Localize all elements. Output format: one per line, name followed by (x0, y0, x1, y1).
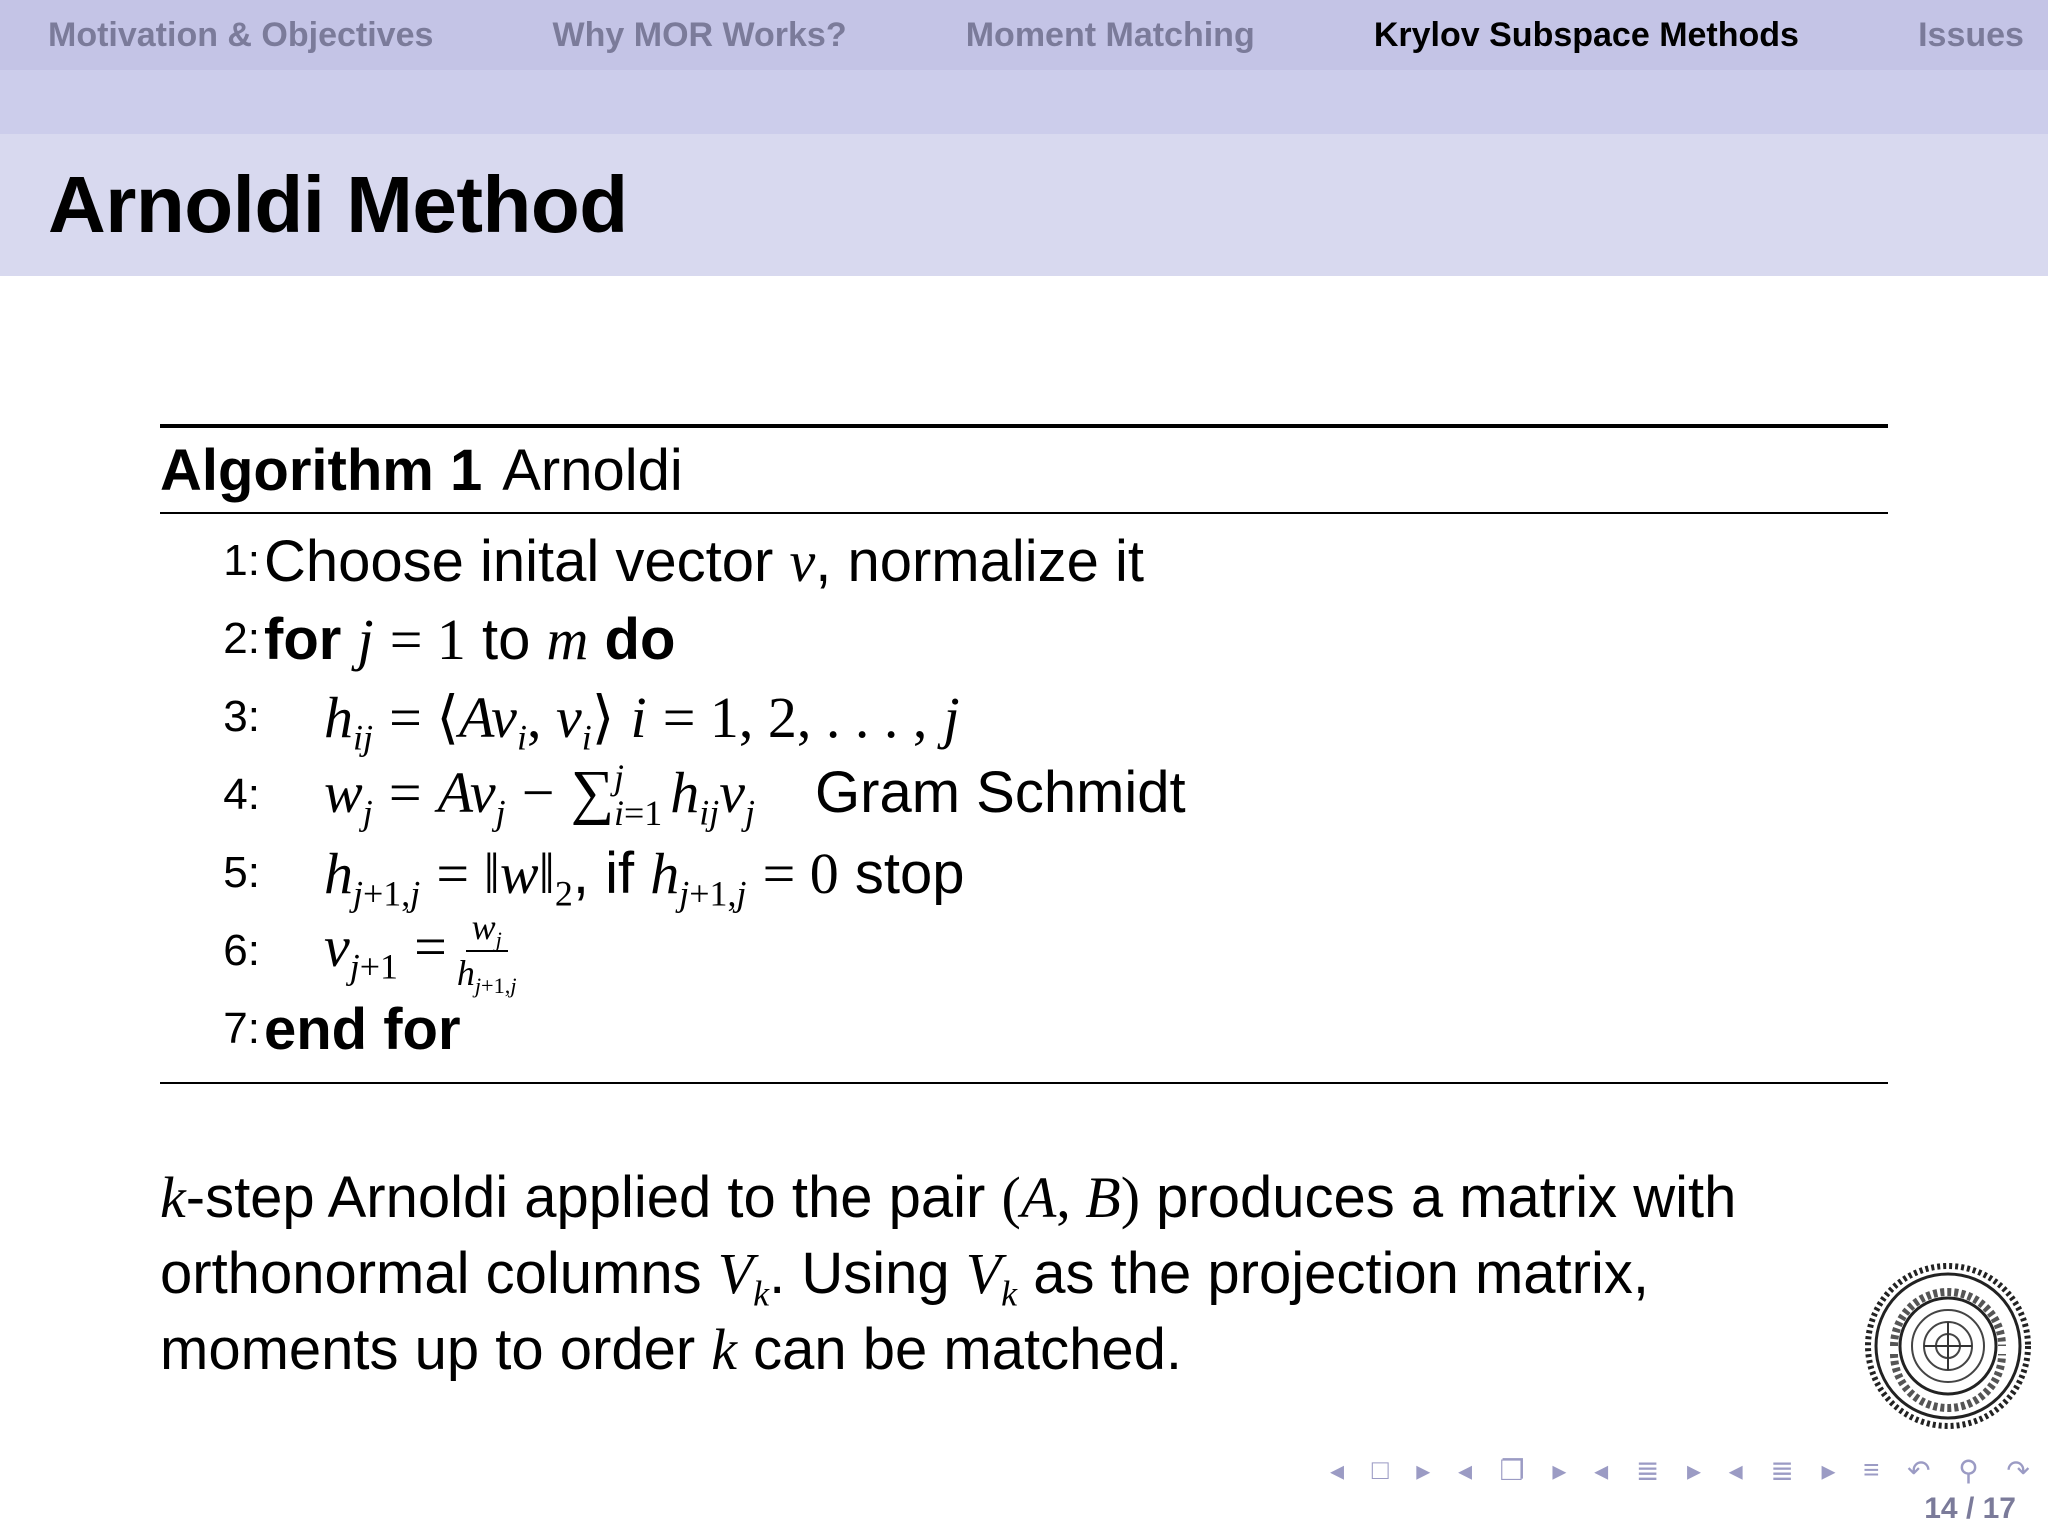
arrow-right-icon[interactable]: ▸ (1416, 1454, 1431, 1486)
line-content: $v_{j+1}$ = $\frac{w_j}{h_{j+1,j}}$ (324, 907, 517, 999)
beamer-navigation-symbols (1330, 1450, 2030, 1490)
section-icon[interactable]: ≣ (1635, 1454, 1660, 1486)
arrow-left-icon[interactable]: ◂ (1728, 1454, 1743, 1486)
line-number: 7: (223, 1004, 260, 1053)
algorithm-label: Algorithm 1 (160, 437, 483, 503)
algorithm-line (160, 834, 1888, 912)
paragraph-line: k-step Arnoldi applied to the pair (A, B) produces a matrix with (160, 1165, 1737, 1230)
undo-icon[interactable]: ↶ (1907, 1454, 1931, 1486)
line-content: end for (264, 996, 461, 1062)
algorithm-line (160, 990, 1888, 1068)
algorithm-line (160, 600, 1888, 678)
line-number: 5: (223, 848, 260, 897)
algorithm-line (160, 756, 1888, 834)
arrow-left-icon[interactable]: ◂ (1330, 1454, 1345, 1486)
frame-title-bar (0, 134, 2048, 276)
nav-item-krylov[interactable]: Krylov Subspace Methods (1373, 15, 1799, 54)
line-number: 6: (223, 926, 260, 975)
gram-schmidt-comment: Gram Schmidt (815, 759, 1186, 825)
arrow-right-icon[interactable]: ▸ (1552, 1454, 1567, 1486)
nav-item-why-mor[interactable]: Why MOR Works? (552, 15, 847, 54)
algorithm-caption (160, 428, 1888, 514)
subsection-bar (0, 70, 2048, 134)
line-number: 4: (223, 770, 260, 819)
line-content: Choose inital vector v, normalize it (264, 528, 1145, 594)
search-icon[interactable]: ⚲ (1958, 1454, 1979, 1486)
body-paragraph (160, 1160, 1880, 1388)
algorithm-box (160, 424, 1888, 1084)
nav-item-moment-matching[interactable]: Moment Matching (965, 15, 1255, 54)
outline-icon[interactable]: ≣ (1770, 1454, 1794, 1486)
line-content: $h_{ij}$ = $⟨Av_i$, $v_i⟩$ i = 1, 2, . . . , j (324, 685, 960, 758)
arrow-left-icon[interactable]: ◂ (1457, 1454, 1473, 1486)
line-content: $h_{j+1,j}$ = $‖w‖_2$, if $h_{j+1,j} = 0$ stop (324, 840, 965, 914)
paragraph-line: orthonormal columns $V_k$. Using $V_k$ as the projection matrix, (160, 1241, 1649, 1314)
algorithm-line (160, 678, 1888, 756)
line-number: 1: (223, 536, 260, 585)
subsection-icon[interactable]: ❐ (1499, 1454, 1525, 1486)
institute-seal-logo (1864, 1262, 2032, 1430)
redo-icon[interactable]: ↷ (2006, 1454, 2030, 1486)
nav-item-motivation[interactable]: Motivation & Objectives (48, 15, 434, 54)
algorithm-name: Arnoldi (502, 437, 683, 503)
arrow-left-icon[interactable]: ◂ (1594, 1454, 1609, 1486)
line-content: $w_j = Av_j$ − ∑ j i=1 $h_{ij}v_j$ Gram Schmidt (324, 757, 1186, 834)
nav-item-issues[interactable]: Issues (1918, 15, 2024, 54)
arrow-right-icon[interactable]: ▸ (1686, 1454, 1701, 1486)
line-number: 3: (223, 692, 260, 741)
algorithm-lines (160, 514, 1888, 1082)
line-number: 2: (223, 614, 260, 663)
page-number: 14 / 17 (1924, 1492, 2016, 1525)
algorithm-line (160, 522, 1888, 600)
align-icon[interactable]: ≡ (1863, 1454, 1880, 1485)
line-content: for j = 1 to m do (264, 606, 676, 672)
frame-title: Arnoldi Method (48, 160, 628, 249)
paragraph-line: moments up to order k can be matched. (160, 1317, 1182, 1382)
algorithm-line (160, 907, 1888, 999)
arrow-right-icon[interactable]: ▸ (1821, 1454, 1836, 1486)
section-navigation (0, 0, 2048, 70)
frame-icon[interactable]: □ (1371, 1454, 1389, 1485)
